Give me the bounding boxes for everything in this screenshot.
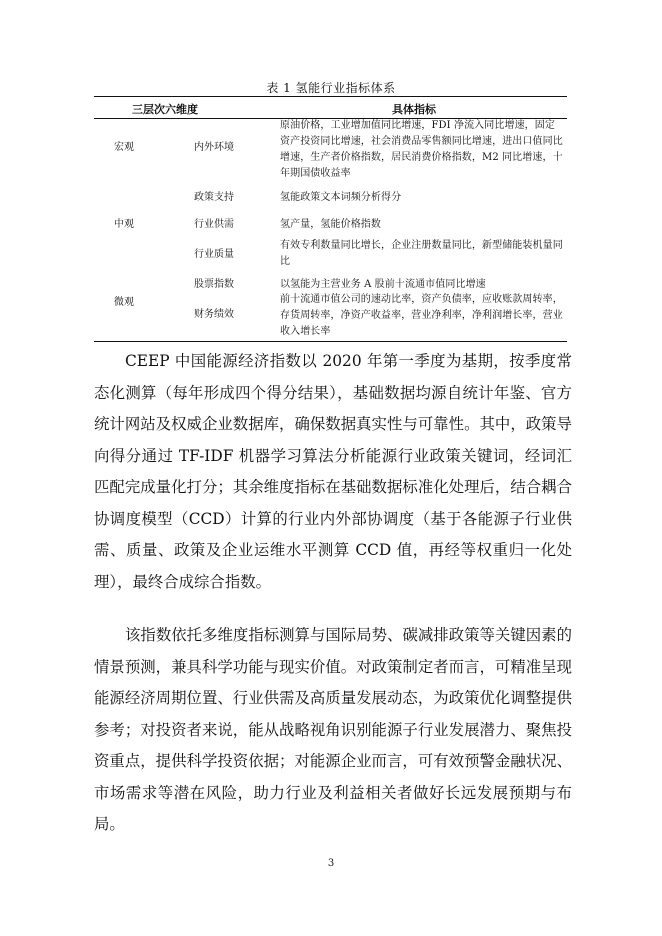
- level-macro: 宏观: [114, 142, 134, 153]
- dimension-stock-index: 股票指数: [194, 279, 234, 290]
- indicator-quality: 有效专利数量同比增长，企业注册数量同比，新型储能装机量同比: [280, 240, 563, 267]
- indicator-environment: 原油价格，工业增加值同比增速，FDI 净流入同比增速，固定资产投资同比增速，社会消费品零售额同比增速，进出口值同比增速，生产者价格指数，居民消费价格指数，M2 同比增速，十年期国债收益率: [280, 120, 563, 179]
- indicator-stock-index: 以氢能为主营业务 A 股前十流通市值同比增速: [280, 279, 486, 290]
- body-paragraph-1: CEEP 中国能源经济指数以 2020 年第一季度为基期，按季度常态化测算（每年形成四个得分结果），基础数据均源自统计年鉴、官方统计网站及权威企业数据库，确保数据真实性与可靠性。其中，政策导向得分通过 TF-IDF 机器学习算法分析能源行业政策关键词，经词汇匹配完成量化打分；其余维度指标在基础数据标准化处理后，结合耦合协调度模型（CCD）计算的行业内外部协调度（基于各能源子行业供需、质量、政策及企业运维水平测算 CCD 值，再经等权重归一化处理），最终合成综合指数。: [94, 352, 572, 591]
- indicator-supply-demand: 氢产量，氢能价格指数: [280, 219, 381, 230]
- level-meso: 中观: [114, 219, 134, 230]
- header-indicators: 具体指标: [392, 103, 436, 116]
- dimension-financial: 财务绩效: [194, 309, 234, 320]
- dimension-policy: 政策支持: [194, 192, 234, 203]
- dimension-supply-demand: 行业供需: [194, 219, 234, 230]
- table-caption: 表 1 氢能行业指标体系: [266, 81, 396, 95]
- dimension-quality: 行业质量: [194, 249, 234, 260]
- body-paragraph-2: 该指数依托多维度指标测算与国际局势、碳减排政策等关键因素的情景预测，兼具科学功能与现实价值。对政策制定者而言，可精准呈现能源经济周期位置、行业供需及高质量发展动态，为政策优化调整提供参考；对投资者来说，能从战略视角识别能源子行业发展潜力、聚焦投资重点，提供科学投资依据；对能源企业而言，可有效预警金融状况、市场需求等潜在风险，助力行业及利益相关者做好长远发展预期与布局。: [94, 626, 572, 833]
- header-dimensions: 三层次六维度: [132, 103, 198, 116]
- table-bottom-rule: [94, 341, 567, 342]
- level-micro: 微观: [114, 297, 134, 308]
- dimension-environment: 内外环境: [194, 142, 234, 153]
- table-top-rule: [94, 96, 567, 97]
- indicator-policy: 氢能政策文本词频分析得分: [280, 192, 402, 203]
- page-number: 3: [327, 858, 335, 869]
- indicator-financial: 前十流通市值公司的速动比率，资产负债率，应收账款周转率，存货周转率，净资产收益率，营业净利率，净利润增长率，营业收入增长率: [280, 294, 563, 337]
